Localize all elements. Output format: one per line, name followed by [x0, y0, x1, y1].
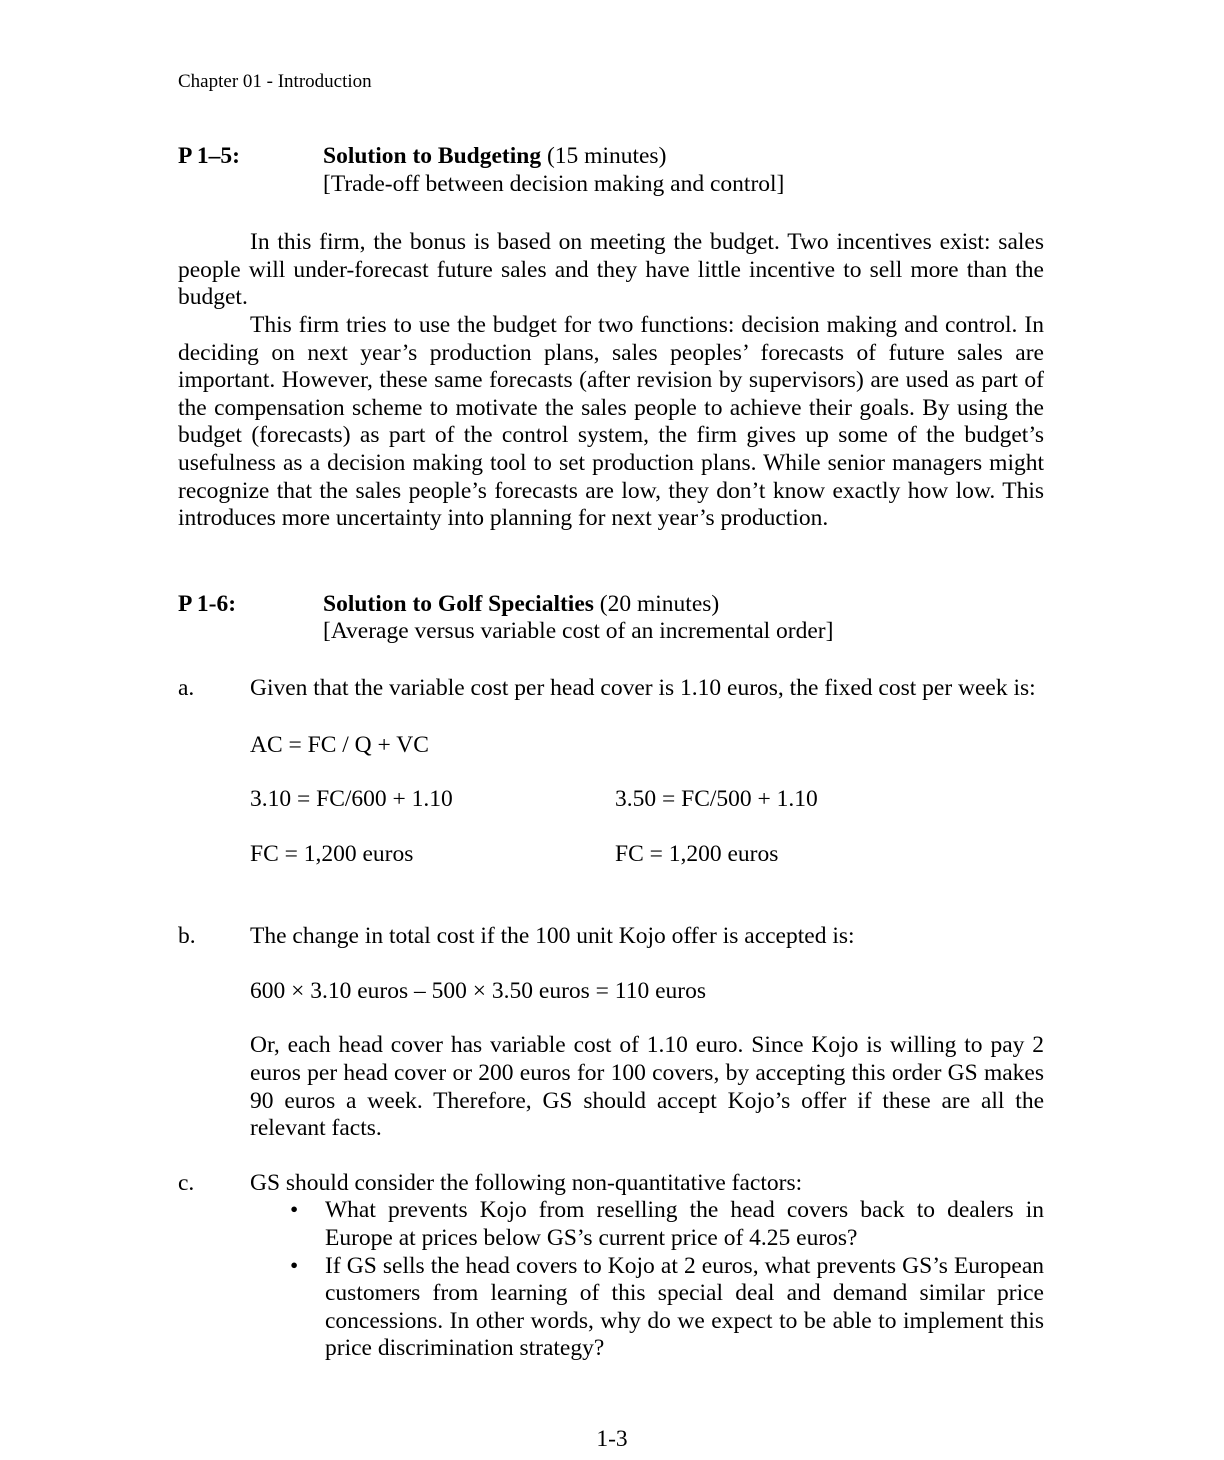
- list-item: [250, 1253, 1044, 1363]
- problem-1-6-title-block: [323, 591, 833, 646]
- item-c-text: GS should consider the following non-quantitative factors:: [250, 1169, 803, 1196]
- item-b: [178, 923, 1044, 951]
- problem-1-6-heading: [178, 591, 1044, 646]
- problem-1-5-label: P 1–5:: [178, 143, 241, 169]
- problem-1-6-subtitle: [Average versus variable cost of an incremental order]: [323, 618, 834, 645]
- problem-1-5-title-line: [323, 143, 784, 171]
- bullet-text: If GS sells the head covers to Kojo at 2 euros, what prevents GS’s European customers from learning of this special deal and demand similar price concessions. In other words, why do we expect to be able to implement this price discrimination strategy?: [325, 1252, 1044, 1362]
- item-c-bullet-list: [250, 1197, 1044, 1363]
- equation-row-1-right: 3.50 = FC/500 + 1.10: [615, 786, 818, 813]
- problem-1-6-title: Solution to Golf Specialties: [323, 590, 594, 617]
- problem-1-5-heading: [178, 143, 1044, 198]
- equation-general: AC = FC / Q + VC: [250, 731, 429, 758]
- item-a: [178, 675, 1044, 703]
- equation-row-1-left: 3.10 = FC/600 + 1.10: [250, 786, 453, 813]
- problem-1-5-title-block: [323, 143, 784, 198]
- problem-1-5-paragraph-1: In this firm, the bonus is based on meeting the budget. Two incentives exist: sales people will under-forecast future sales and they have little incentive to sell more than the budget.: [178, 229, 1044, 311]
- item-b-label: b.: [178, 923, 196, 950]
- problem-1-6-label: P 1-6:: [178, 590, 237, 617]
- item-b-text: The change in total cost if the 100 unit Kojo offer is accepted is:: [250, 923, 855, 950]
- item-c-body: [250, 1170, 1044, 1363]
- item-c: [178, 1170, 1044, 1363]
- chapter-header: Chapter 01 - Introduction: [178, 71, 372, 92]
- list-item: [250, 1197, 1044, 1252]
- equation-row-2-left: FC = 1,200 euros: [250, 840, 414, 867]
- problem-1-5-subtitle: [Trade-off between decision making and control]: [323, 170, 785, 197]
- problem-1-5-paragraph-2: This firm tries to use the budget for two functions: decision making and control. In deciding on next year’s production plans, sales peoples’ forecasts of future sales are important. However, these same forecasts (after revision by supervisors) are used as part of the compensation scheme to motivate the sales people to achieve their goals. By using the budget (forecasts) as part of the control system, the firm gives up some of the budget’s usefulness as a decision making tool to set production plans. While senior managers might recognize that the sales people’s forecasts are low, they don’t know exactly how low. This introduces more uncertainty into planning for next year’s production.: [178, 311, 1044, 532]
- equation-row-1: [250, 786, 1044, 814]
- bullet-icon: [290, 1197, 325, 1225]
- problem-1-5-time: (15 minutes): [541, 143, 667, 169]
- item-b-explanation: Or, each head cover has variable cost of 1.10 euro. Since Kojo is willing to pay 2 euros per head cover or 200 euros for 100 covers, by accepting this order GS makes 90 euros a week. Therefore, GS should accept Kojo’s offer if these are all the relevant facts.: [250, 1032, 1044, 1142]
- item-a-text: Given that the variable cost per head cover is 1.10 euros, the fixed cost per week is:: [250, 674, 1036, 701]
- item-b-equation: 600 × 3.10 euros – 500 × 3.50 euros = 110 euros: [250, 977, 706, 1004]
- problem-1-6-time: (20 minutes): [593, 590, 720, 617]
- bullet-text: What prevents Kojo from reselling the head covers back to dealers in Europe at prices below GS’s current price of 4.25 euros?: [325, 1197, 1044, 1252]
- item-c-label: c.: [178, 1169, 195, 1196]
- problem-1-5-title: Solution to Budgeting: [323, 143, 542, 169]
- equation-row-2: [250, 841, 1044, 869]
- item-a-label: a.: [178, 674, 195, 701]
- bullet-icon: [290, 1253, 325, 1281]
- equation-row-2-right: FC = 1,200 euros: [615, 840, 779, 867]
- problem-1-6-title-line: [323, 591, 833, 619]
- page-number: 1-3: [596, 1426, 628, 1452]
